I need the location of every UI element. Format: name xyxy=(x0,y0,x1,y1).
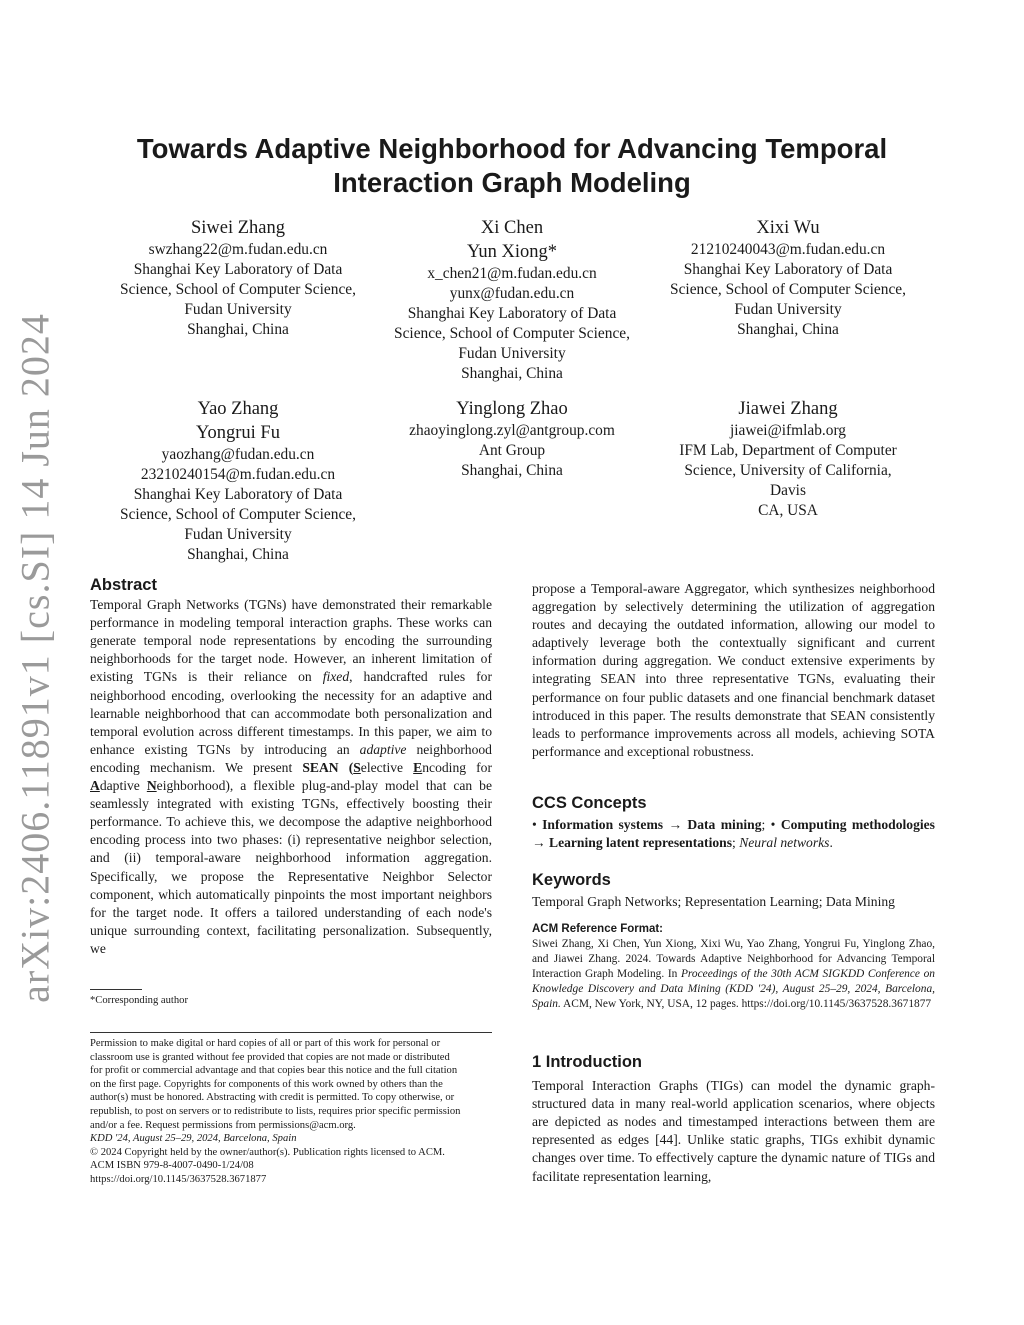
author-email: swzhang22@m.fudan.edu.cn xyxy=(148,241,328,258)
author-name: Yinglong Zhao xyxy=(456,399,568,419)
arxiv-identifier: arXiv:2406.11891v1 [cs.SI] 14 Jun 2024 xyxy=(12,312,58,1003)
abstract-text-continued: propose a Temporal-aware Aggregator, which synthesizes neighborhood aggregation by selectively determining the utilization of aggregation routes and decaying the outdated information, allowing our model to adaptively leverage both the contextually significant and current information during aggregation. We conduct extensive experiments by integrating SEAN into three representative TGNs, evaluating their performance on four public datasets and one financial benchmark dataset introduced in this paper. The results demonstrate that SEAN consistently leads to performance improvements across all models, achieving SOTA performance and exceptional robustness. xyxy=(532,581,935,759)
author-name: Yao Zhang xyxy=(197,399,279,419)
doi-line: https://doi.org/10.1145/3637528.3671877 xyxy=(90,1173,267,1185)
author-affiliation: Science, University of California, xyxy=(684,462,892,479)
author-block-5 xyxy=(364,397,660,481)
acm-reference-section xyxy=(532,922,935,1013)
title-line: Towards Adaptive Neighborhood for Advancing Temporal xyxy=(136,133,888,164)
copyright-line: © 2024 Copyright held by the owner/author(s). Publication rights licensed to ACM. xyxy=(90,1146,445,1158)
arxiv-stamp xyxy=(5,312,65,1003)
author-block-2 xyxy=(364,216,660,384)
author-block-1 xyxy=(90,216,386,340)
author-affiliation: Shanghai Key Laboratory of Data xyxy=(133,261,343,278)
permission-notice: Permission to make digital or hard copies of all or part of this work for personal or classroom use is granted without fee provided that copies are not made or distributed for profit or commercial advantage and that copies bear this notice and the full citation on the first page. Copyrights for components of this work owned by others than the author(s) must be honored. Abstracting with credit is permitted. To copy otherwise, or republish, to post on servers or to redistribute to lists, requires prior specific permission and/or a fee. Request permissions from permissions@acm.org. KDD '24, August 25–29, 2024, Barcelona, Spain © 2024 Copyright held by the owner/author(s). Publication rights licensed to ACM. ACM ISBN 979-8-4007-0490-1/24/08 https://doi.org/10.1145/3637528.3671877 xyxy=(90,1037,510,1187)
author-name: Siwei Zhang xyxy=(190,218,286,238)
author-block-3 xyxy=(640,216,936,340)
ccs-heading: CCS Concepts xyxy=(532,794,647,812)
author-affiliation: Fudan University xyxy=(458,345,566,362)
author-affiliation: Science, School of Computer Science, xyxy=(670,281,906,298)
author-email: 23210240154@m.fudan.edu.cn xyxy=(140,466,336,483)
keywords-text: Temporal Graph Networks; Representation Learning; Data Mining xyxy=(532,894,895,910)
author-name: Yun Xiong* xyxy=(467,242,557,262)
author-affiliation: IFM Lab, Department of Computer xyxy=(679,442,897,459)
footnote-rule xyxy=(90,989,142,990)
conference-info: KDD '24, August 25–29, 2024, Barcelona, Spain xyxy=(90,1133,297,1145)
author-name: Yongrui Fu xyxy=(196,423,280,443)
abstract-heading: Abstract xyxy=(90,576,157,594)
author-location: Shanghai, China xyxy=(737,321,839,338)
paper-title xyxy=(90,132,934,200)
acm-reference-text: Siwei Zhang, Xi Chen, Yun Xiong, Xixi Wu, Yao Zhang, Yongrui Fu, Yinglong Zhao, and Jiawei Zhang. 2024. Towards Adaptive Neighborhood for Advancing Temporal Interaction Graph Modeling. In Proceedings of the 30th ACM SIGKDD Conference on Knowledge Discovery and Data Mining (KDD '24), August 25–29, 2024, Barcelona, Spain. ACM, New York, NY, USA, 12 pages. https://doi.org/10.1145/3637528.3671877 xyxy=(532,938,936,1011)
author-affiliation: Fudan University xyxy=(184,301,292,318)
author-email: x_chen21@m.fudan.edu.cn xyxy=(427,265,597,282)
author-affiliation: Science, School of Computer Science, xyxy=(394,325,630,342)
introduction-text: Temporal Interaction Graphs (TIGs) can model the dynamic graph-structured data in many real-world application scenarios, where objects are depicted as nodes and timestamped interactions between them are represented as edges [44]. Unlike static graphs, TIGs exhibit dynamic changes over time. To effectively capture the dynamic nature of TIGs and facilitate representation learning, xyxy=(532,1078,935,1184)
author-affiliation: Shanghai Key Laboratory of Data xyxy=(683,261,893,278)
author-affiliation: Shanghai Key Laboratory of Data xyxy=(407,305,617,322)
author-name: Jiawei Zhang xyxy=(738,399,838,419)
permission-rule xyxy=(90,1032,492,1033)
acm-reference-heading: ACM Reference Format: xyxy=(532,923,663,935)
keywords-heading: Keywords xyxy=(532,871,611,889)
ccs-section xyxy=(532,794,935,852)
author-name: Xi Chen xyxy=(480,218,544,238)
author-location: CA, USA xyxy=(758,502,818,519)
author-affiliation: Science, School of Computer Science, xyxy=(120,506,356,523)
introduction-heading: 1 Introduction xyxy=(532,1053,642,1071)
keywords-section xyxy=(532,871,935,911)
abstract-text: Temporal Graph Networks (TGNs) have demonstrated their remarkable performance in modeling temporal interaction graphs. These works can generate temporal node representations by encoding the surrounding neighborhoods for the target node. However, an inherent limitation of existing TGNs is their reliance on fixed, handcrafted rules for neighborhood encoding, overlooking the necessity for an adaptive and learnable neighborhood that can accommodate both personalization and temporal evolution across different timestamps. In this paper, we aim to enhance existing TGNs by introducing an adaptive neighborhood encoding mechanism. We present SEAN (Selective Encoding for Adaptive Neighborhood), a flexible plug-and-play model that can be seamlessly integrated with existing TGNs, effectively boosting their performance. To achieve this, we decompose the adaptive neighborhood encoding process into two phases: (i) representative neighbor selection, and (ii) temporal-aware neighborhood information aggregation. Specifically, we propose the Representative Neighbor Selector component, which automatically pinpoints the most important neighbors for the target node. It offers a tailored understanding of each node's unique surrounding context, facilitating personalization. Subsequently, we xyxy=(90,597,492,956)
isbn-line: ACM ISBN 979-8-4007-0490-1/24/08 xyxy=(90,1160,254,1172)
author-affiliation: Shanghai Key Laboratory of Data xyxy=(133,486,343,503)
title-line: Interaction Graph Modeling xyxy=(333,167,691,198)
author-email: yaozhang@fudan.edu.cn xyxy=(161,446,315,463)
corresponding-footnote: *Corresponding author xyxy=(90,995,188,1006)
author-location: Shanghai, China xyxy=(187,546,289,563)
ccs-text: • Information systems → Data mining; • Computing methodologies → Learning latent representations; Neural networks. xyxy=(532,817,935,851)
abstract-continued xyxy=(532,580,935,761)
author-block-6 xyxy=(640,397,936,521)
author-affiliation: Ant Group xyxy=(478,442,546,459)
author-affiliation: Fudan University xyxy=(184,526,292,543)
author-name: Xixi Wu xyxy=(756,218,820,238)
introduction-section xyxy=(532,1053,935,1186)
author-affiliation: Fudan University xyxy=(734,301,842,318)
author-email: yunx@fudan.edu.cn xyxy=(449,285,575,302)
author-location: Shanghai, China xyxy=(187,321,289,338)
author-block-4 xyxy=(90,397,386,565)
abstract-section xyxy=(90,576,492,958)
author-affiliation: Davis xyxy=(770,482,806,499)
author-email: 21210240043@m.fudan.edu.cn xyxy=(690,241,886,258)
author-location: Shanghai, China xyxy=(461,365,563,382)
author-email: zhaoyinglong.zyl@antgroup.com xyxy=(409,422,615,439)
author-email: jiawei@ifmlab.org xyxy=(729,422,847,439)
author-affiliation: Science, School of Computer Science, xyxy=(120,281,356,298)
author-location: Shanghai, China xyxy=(461,462,563,479)
